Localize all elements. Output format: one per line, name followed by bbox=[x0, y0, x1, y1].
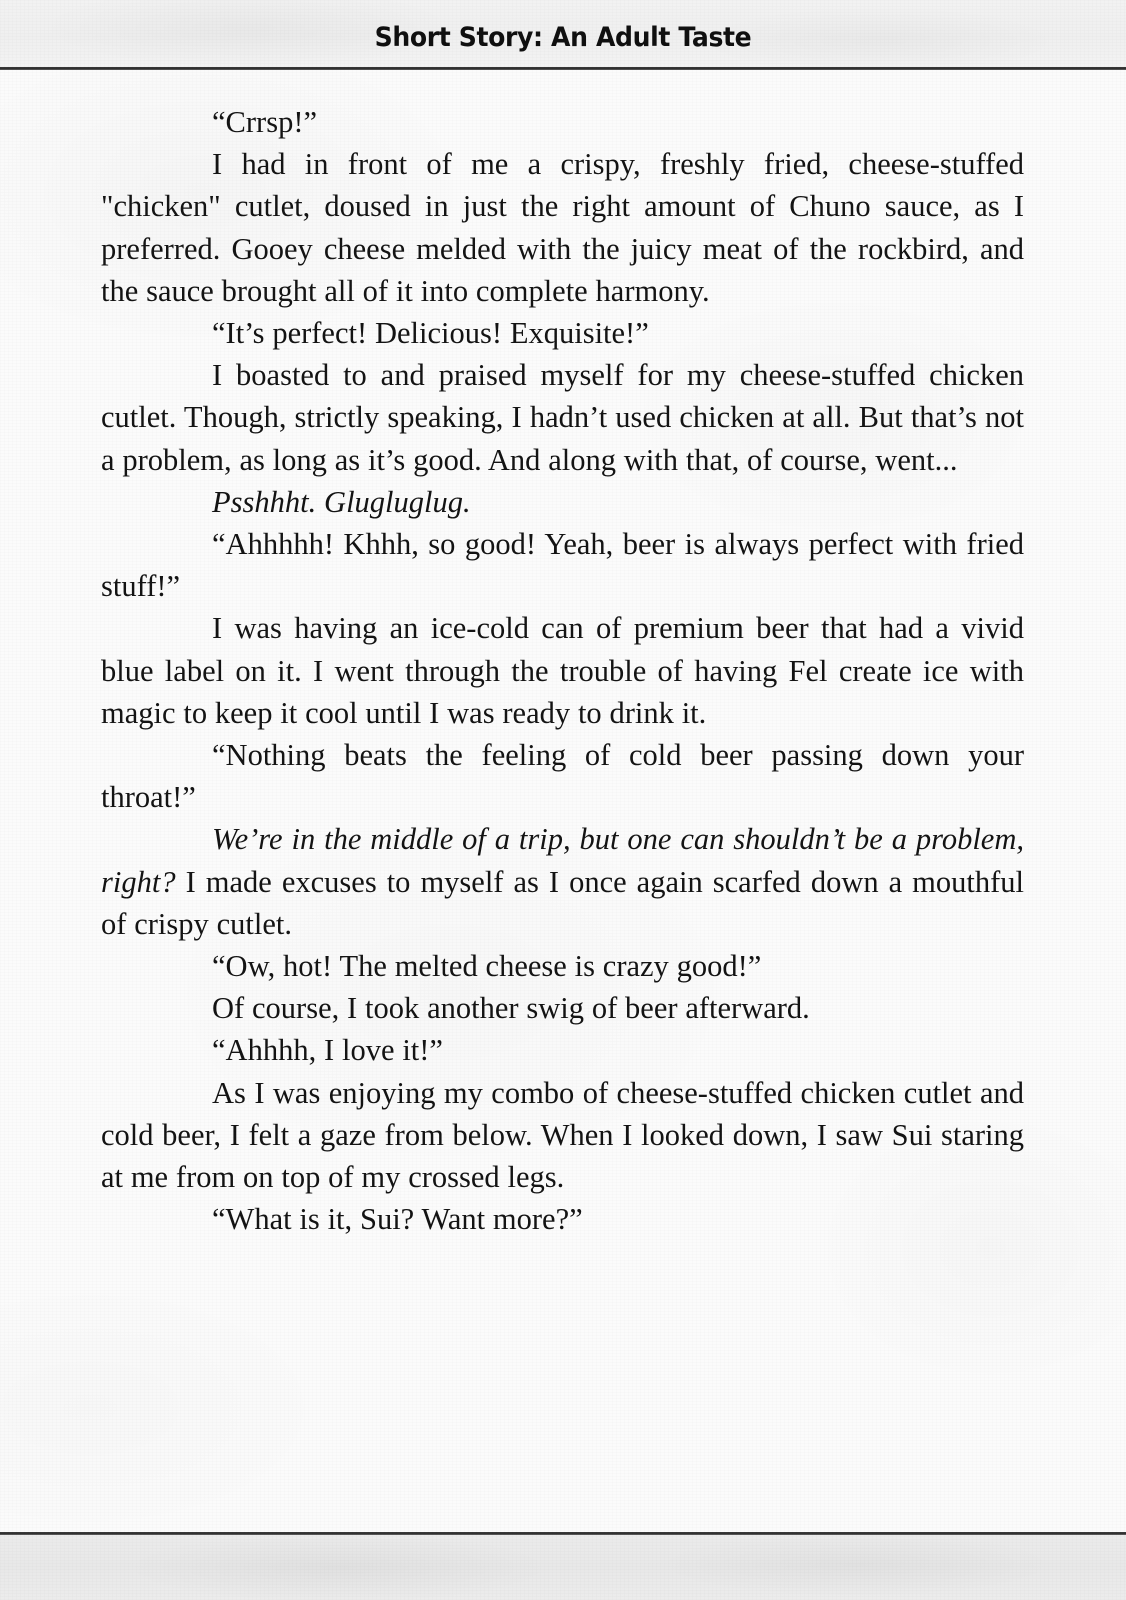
paragraph-text: I made excuses to myself as I once again scarfed down a mouthful of crispy cutlet. bbox=[101, 864, 1024, 941]
paragraph bbox=[101, 987, 1024, 1029]
paragraph-text: “Ahhhh, I love it!” bbox=[212, 1033, 443, 1068]
paragraph bbox=[101, 101, 1024, 143]
paragraph-italic-sfx bbox=[101, 481, 1024, 523]
paragraph bbox=[101, 1198, 1024, 1240]
paragraph-italic-text: Psshhht. Glugluglug. bbox=[212, 484, 471, 519]
paragraph bbox=[101, 143, 1024, 312]
paragraph-italic-thought: We’re in the middle of a trip, but one can shouldn’t be a problem, right? bbox=[101, 822, 1024, 899]
paragraph-text: “What is it, Sui? Want more?” bbox=[212, 1202, 583, 1237]
paragraph bbox=[101, 312, 1024, 354]
paragraph-text: I boasted to and praised myself for my cheese-stuffed chicken cutlet. Though, strictly speaking, I hadn’t used chicken at all. But that’s not a problem, as long as it’s good. And along with that, of course, went... bbox=[101, 358, 1024, 477]
paragraph bbox=[101, 523, 1024, 607]
paragraph-text: “Ahhhhh! Khhh, so good! Yeah, beer is always perfect with fried stuff!” bbox=[101, 527, 1024, 604]
page-header-band bbox=[0, 0, 1126, 68]
page-title: Short Story: An Adult Taste bbox=[374, 22, 752, 53]
story-text-body bbox=[101, 101, 1024, 1240]
paragraph-text: “Crrsp!” bbox=[212, 105, 318, 139]
paragraph-text: “It’s perfect! Delicious! Exquisite!” bbox=[212, 316, 649, 351]
page-footer-band bbox=[0, 1535, 1126, 1600]
paragraph bbox=[101, 734, 1024, 818]
paragraph-text: “Nothing beats the feeling of cold beer passing down your throat!” bbox=[101, 738, 1024, 815]
paragraph-text: Of course, I took another swig of beer afterward. bbox=[212, 991, 810, 1026]
paragraph bbox=[101, 1072, 1024, 1199]
paragraph bbox=[101, 1029, 1024, 1071]
paragraph bbox=[101, 607, 1024, 734]
paragraph-text: “Ow, hot! The melted cheese is crazy good!” bbox=[212, 949, 762, 984]
paragraph-text: I was having an ice-cold can of premium beer that had a vivid blue label on it. I went through the trouble of having Fel create ice with magic to keep it cool until I was ready to drink it. bbox=[101, 611, 1024, 730]
header-divider-rule bbox=[0, 67, 1126, 70]
paragraph-mixed-italic bbox=[101, 818, 1024, 945]
paragraph-text: I had in front of me a crispy, freshly fried, cheese-stuffed "chicken" cutlet, doused in just the right amount of Chuno sauce, as I preferred. Gooey cheese melded with the juicy meat of the rockbird, and the sauce brought all of it into complete harmony. bbox=[101, 147, 1024, 308]
paragraph-text: As I was enjoying my combo of cheese-stuffed chicken cutlet and cold beer, I felt a gaze from below. When I looked down, I saw Sui staring at me from on top of my crossed legs. bbox=[101, 1075, 1024, 1195]
paragraph bbox=[101, 354, 1024, 481]
paragraph bbox=[101, 945, 1024, 987]
